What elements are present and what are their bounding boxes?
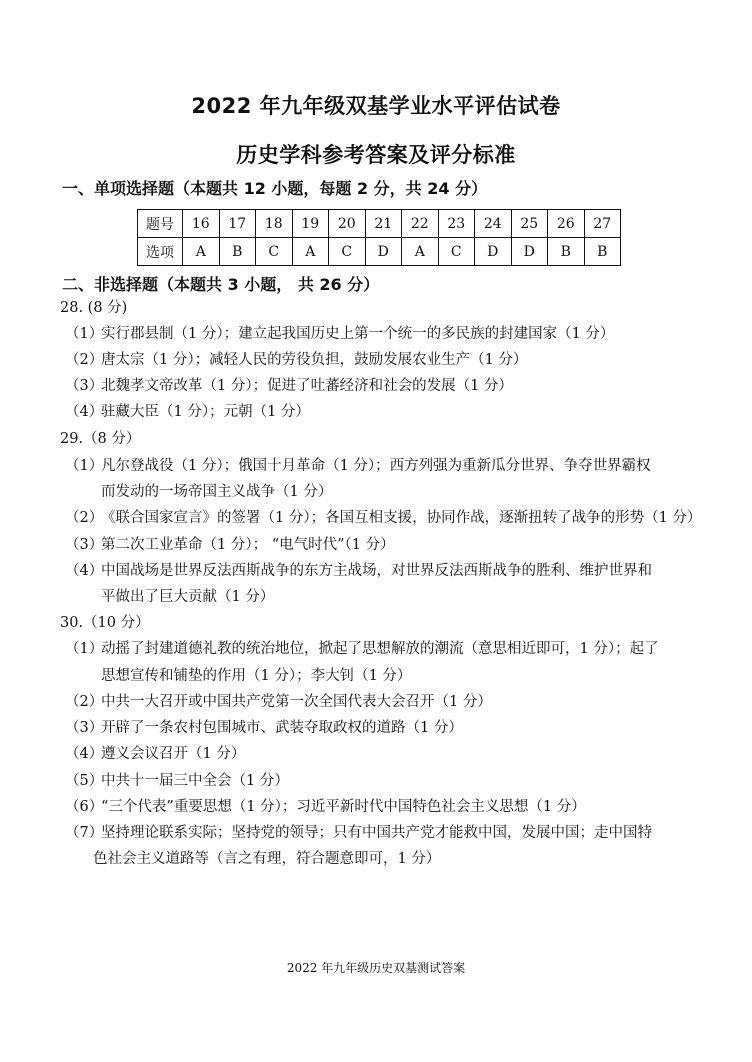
item-number: （1） bbox=[65, 326, 104, 342]
item-number: （7） bbox=[65, 825, 104, 841]
answer-text: “三个代表”重要思想（1 分）；习近平新时代中国特色社会主义思想（1 分） bbox=[101, 799, 586, 815]
page-footer: 2022 年九年级历史双基测试答案 bbox=[286, 961, 466, 975]
answer-cell: D bbox=[475, 238, 512, 266]
answer-line bbox=[65, 744, 245, 764]
answer-cell: B bbox=[584, 238, 621, 266]
item-number: （2） bbox=[65, 352, 104, 368]
answer-continuation: 平做出了巨大贡献（1 分） bbox=[101, 589, 275, 605]
answer-text: 实行郡县制（1 分）；建立起我国历史上第一个统一的多民族的封建国家（1 分） bbox=[101, 326, 615, 342]
question-number-cell: 18 bbox=[256, 210, 293, 238]
answer-cell: C bbox=[256, 238, 293, 266]
answer-continuation: 色社会主义道路等（言之有理，符合题意即可，1 分） bbox=[93, 851, 441, 867]
answer-text: 《联合国家宣言》的签署（1 分）；各国互相支援，协同作战，逐渐扭转了战争的形势（1 分） bbox=[101, 510, 702, 526]
item-number: （2） bbox=[65, 694, 104, 710]
item-number: （4） bbox=[65, 563, 104, 579]
item-number: （3） bbox=[65, 378, 104, 394]
answer-line bbox=[65, 639, 659, 659]
answer-text: 第二次工业革命（1 分）； “电气时代”（1 分） bbox=[101, 537, 395, 553]
answer-line bbox=[65, 692, 492, 712]
question-number-cell: 23 bbox=[438, 210, 475, 238]
table-header-cell: 题号 bbox=[138, 210, 183, 238]
answer-line bbox=[65, 797, 586, 817]
answer-cell: B bbox=[548, 238, 585, 266]
answer-line bbox=[65, 771, 289, 791]
answer-line bbox=[65, 456, 651, 476]
answer-cell: D bbox=[511, 238, 548, 266]
item-number: （3） bbox=[65, 720, 104, 736]
answer-cell: D bbox=[365, 238, 402, 266]
document-title: 2022 年九年级双基学业水平评估试卷 bbox=[191, 94, 561, 118]
answer-cell: A bbox=[402, 238, 439, 266]
item-number: （2） bbox=[65, 510, 104, 526]
table-row-numbers bbox=[138, 210, 621, 238]
answer-line bbox=[65, 402, 310, 422]
answer-line bbox=[65, 350, 527, 370]
section2-heading: 二、非选择题（本题共 3 小题， 共 26 分） bbox=[62, 275, 380, 294]
answer-cell: B bbox=[219, 238, 256, 266]
answer-text: 动摇了封建道德礼教的统治地位，掀起了思想解放的潮流（意思相近即可，1 分）；起了 bbox=[101, 641, 659, 657]
question-number-cell: 16 bbox=[183, 210, 220, 238]
answer-text: 驻藏大臣（1 分）；元朝（1 分） bbox=[101, 404, 310, 420]
answer-cell: A bbox=[292, 238, 329, 266]
table-row-answers bbox=[138, 238, 621, 266]
question-29-header: 29.（8 分） bbox=[60, 431, 141, 447]
item-number: （4） bbox=[65, 404, 104, 420]
answer-text: 唐太宗（1 分）；减轻人民的劳役负担，鼓励发展农业生产（1 分） bbox=[101, 352, 528, 368]
section1-heading: 一、单项选择题（本题共 12 小题，每题 2 分，共 24 分） bbox=[62, 179, 488, 198]
answer-text: 遵义会议召开（1 分） bbox=[101, 746, 246, 762]
answer-cell: C bbox=[438, 238, 475, 266]
question-28-header: 28. (8 分) bbox=[60, 300, 128, 316]
answer-cell: A bbox=[183, 238, 220, 266]
item-number: （5） bbox=[65, 773, 104, 789]
answer-text: 中共十一届三中全会（1 分） bbox=[101, 773, 289, 789]
answer-text: 开辟了一条农村包围城市、武装夺取政权的道路（1 分） bbox=[101, 720, 463, 736]
answer-continuation: 而发动的一场帝国主义战争（1 分） bbox=[101, 484, 333, 500]
question-number-cell: 24 bbox=[475, 210, 512, 238]
answer-table bbox=[137, 209, 621, 266]
document-subtitle: 历史学科参考答案及评分标准 bbox=[236, 143, 516, 167]
answer-line bbox=[65, 561, 652, 581]
item-number: （4） bbox=[65, 746, 104, 762]
answer-line bbox=[65, 376, 513, 396]
question-number-cell: 22 bbox=[402, 210, 439, 238]
answer-text: 凡尔登战役（1 分）；俄国十月革命（1 分）；西方列强为重新瓜分世界、争夺世界霸权 bbox=[101, 458, 651, 474]
answer-text: 北魏孝文帝改革（1 分）；促进了吐蕃经济和社会的发展（1 分） bbox=[101, 378, 513, 394]
table-header-cell: 选项 bbox=[138, 238, 183, 266]
question-number-cell: 27 bbox=[584, 210, 621, 238]
item-number: （3） bbox=[65, 537, 104, 553]
answer-line bbox=[65, 718, 463, 738]
question-number-cell: 17 bbox=[219, 210, 256, 238]
question-30-header: 30.（10 分） bbox=[60, 615, 150, 631]
answer-line bbox=[65, 508, 701, 528]
item-number: （1） bbox=[65, 458, 104, 474]
item-number: （1） bbox=[65, 641, 104, 657]
answer-line bbox=[65, 823, 652, 843]
answer-cell: C bbox=[329, 238, 366, 266]
answer-text: 中国战场是世界反法西斯战争的东方主战场，对世界反法西斯战争的胜利、维护世界和 bbox=[101, 563, 652, 579]
question-number-cell: 25 bbox=[511, 210, 548, 238]
question-number-cell: 20 bbox=[329, 210, 366, 238]
answer-text: 坚持理论联系实际；坚持党的领导；只有中国共产党才能救中国，发展中国；走中国特 bbox=[101, 825, 652, 841]
question-number-cell: 21 bbox=[365, 210, 402, 238]
question-number-cell: 26 bbox=[548, 210, 585, 238]
answer-continuation: 思想宣传和铺垫的作用（1 分）；李大钊（1 分） bbox=[101, 668, 412, 684]
answer-text: 中共一大召开或中国共产党第一次全国代表大会召开（1 分） bbox=[101, 694, 492, 710]
answer-line bbox=[65, 535, 395, 555]
item-number: （6） bbox=[65, 799, 104, 815]
question-number-cell: 19 bbox=[292, 210, 329, 238]
answer-line bbox=[65, 324, 614, 344]
